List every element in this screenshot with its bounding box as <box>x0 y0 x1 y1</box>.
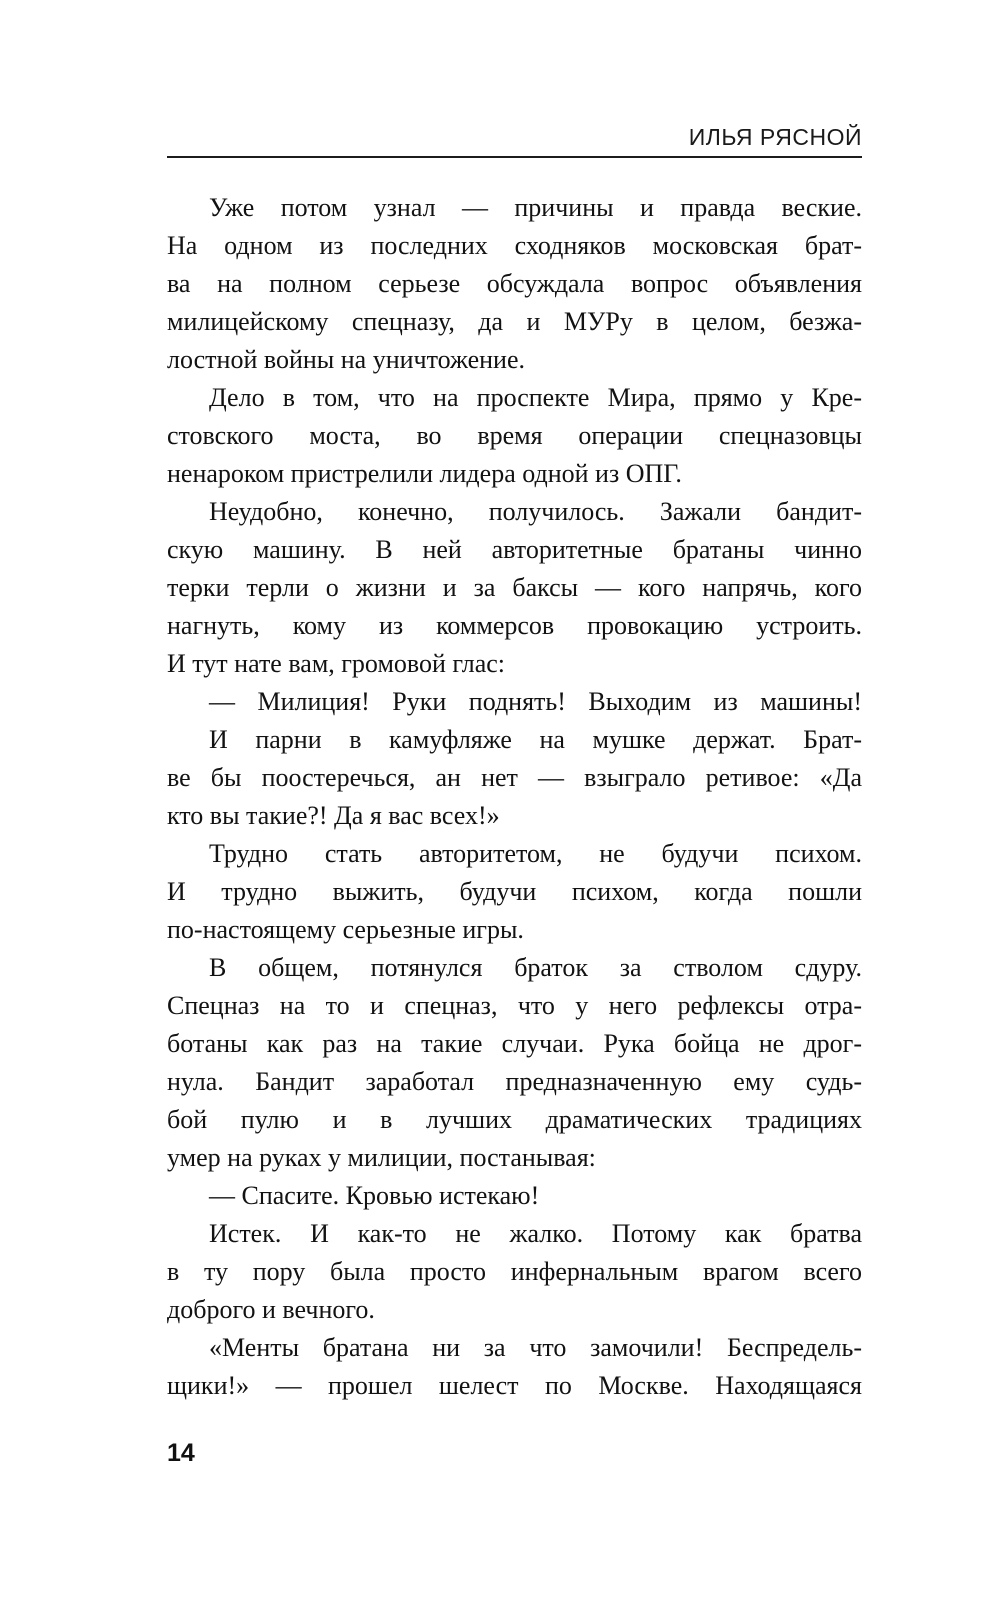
text-line: лостной войны на уничтожение. <box>167 345 526 374</box>
text-line: терки терли о жизни и за баксы — кого напрячь, кого <box>167 573 862 602</box>
text-line: И тут нате вам, громовой глас: <box>167 649 506 678</box>
paragraph <box>167 949 862 1177</box>
text-line: скую машину. В ней авторитетные братаны чинно <box>167 535 862 564</box>
text-line: На одном из последних сходняков московская брат- <box>167 231 862 260</box>
paragraph <box>167 189 862 379</box>
text-line: доброго и вечного. <box>167 1295 375 1324</box>
text-line: Истек. И как-то не жалко. Потому как братва <box>209 1219 862 1248</box>
running-head-author: ИЛЬЯ РЯСНОЙ <box>688 124 862 150</box>
paragraph <box>167 1215 862 1329</box>
page-number: 14 <box>167 1439 195 1467</box>
text-line: нула. Бандит заработал предназначенную ему судь- <box>167 1067 862 1096</box>
text-line: — Милиция! Руки поднять! Выходим из машины! <box>209 687 862 716</box>
text-line: бой пулю и в лучших драматических традициях <box>167 1105 862 1134</box>
text-line: кто вы такие?! Да я вас всех!» <box>167 801 500 830</box>
paragraph <box>167 835 862 949</box>
text-line: ненароком пристрелили лидера одной из ОПГ. <box>167 459 682 488</box>
paragraph <box>167 683 862 721</box>
text-line: стовского моста, во время операции спецназовцы <box>167 421 862 450</box>
text-line: в ту пору была просто инфернальным врагом всего <box>167 1257 862 1286</box>
text-line: ботаны как раз на такие случаи. Рука бойца не дрог- <box>167 1029 862 1058</box>
text-line: И трудно выжить, будучи психом, когда пошли <box>167 877 862 906</box>
text-line: — Спасите. Кровью истекаю! <box>209 1181 540 1210</box>
text-line: Спецназ на то и спецназ, что у него рефлексы отра- <box>167 991 862 1020</box>
page-text <box>167 189 862 1405</box>
paragraph <box>167 721 862 835</box>
text-line: по-настоящему серьезные игры. <box>167 915 524 944</box>
text-line: ве бы поостеречься, ан нет — взыграло ретивое: «Да <box>167 763 862 792</box>
text-line: Дело в том, что на проспекте Мира, прямо у Кре- <box>209 383 862 412</box>
text-line: «Менты братана ни за что замочили! Беспредель- <box>209 1333 862 1362</box>
text-line: Трудно стать авторитетом, не будучи психом. <box>209 839 862 868</box>
text-line: ва на полном серьезе обсуждала вопрос объявления <box>167 269 862 298</box>
paragraph <box>167 379 862 493</box>
header-rule <box>167 156 862 158</box>
text-line: нагнуть, кому из коммерсов провокацию устроить. <box>167 611 862 640</box>
text-line: Уже потом узнал — причины и правда веские. <box>209 193 862 222</box>
text-line: щики!» — прошел шелест по Москве. Находящаяся <box>167 1371 862 1400</box>
text-line: И парни в камуфляже на мушке держат. Брат- <box>209 725 862 754</box>
text-line: В общем, потянулся браток за стволом сдуру. <box>209 953 862 982</box>
paragraph <box>167 493 862 683</box>
text-line: Неудобно, конечно, получилось. Зажали бандит- <box>209 497 862 526</box>
paragraph <box>167 1177 862 1215</box>
text-line: умер на руках у милиции, постанывая: <box>167 1143 596 1172</box>
paragraph <box>167 1329 862 1405</box>
text-column <box>167 0 862 1468</box>
text-line: милицейскому спецназу, да и МУРу в целом, безжа- <box>167 307 862 336</box>
